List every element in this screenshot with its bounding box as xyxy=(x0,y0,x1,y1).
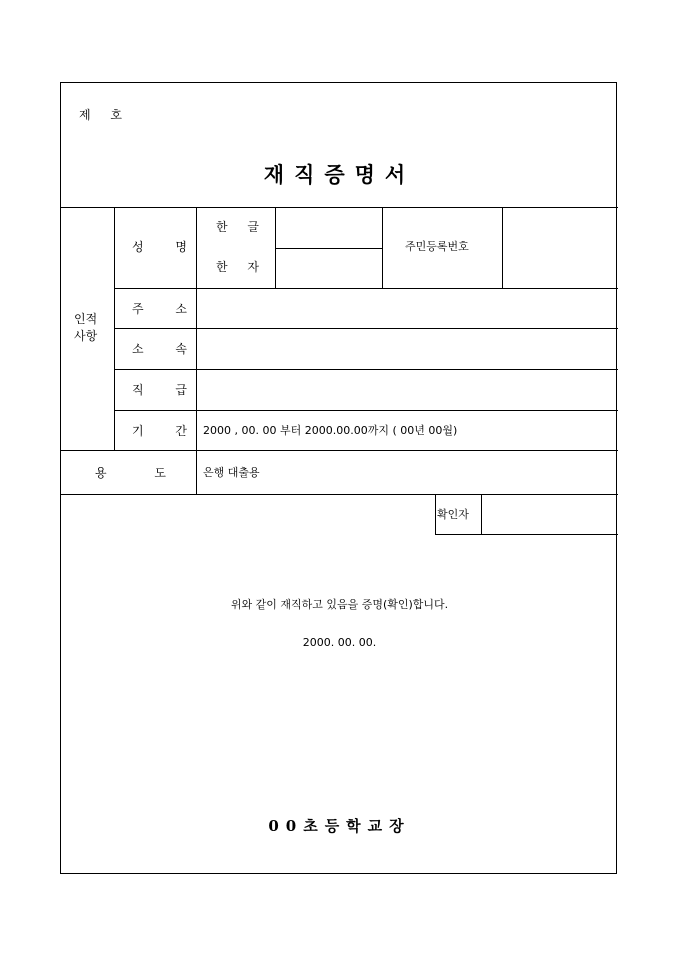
divider-purpose-row xyxy=(61,494,618,495)
rank-label: 직 급 xyxy=(132,383,201,397)
document-title: 재직증명서 xyxy=(263,162,416,187)
divider-subname-column xyxy=(275,207,276,288)
personal-section-label-2: 사항 xyxy=(74,329,98,343)
divider-header xyxy=(61,207,618,208)
affiliation-label: 소 속 xyxy=(132,342,201,356)
personal-section-label-1: 인적 xyxy=(74,312,98,326)
address-label: 주 소 xyxy=(132,302,201,316)
issue-date: 2000. 00. 00. xyxy=(302,636,377,649)
signer-name: 00초등학교장 xyxy=(268,817,411,835)
resident-number-label: 주민등록번호 xyxy=(405,240,469,253)
divider-confirm-label-left xyxy=(435,494,436,534)
divider-name-row xyxy=(114,288,618,289)
divider-period-row xyxy=(61,450,618,451)
period-value: 2000 , 00. 00 부터 2000.00.00까지 ( 00년 00월) xyxy=(203,424,458,437)
period-label: 기 간 xyxy=(132,424,201,438)
document-number-label: 제 호 xyxy=(79,108,130,122)
certificate-document xyxy=(60,82,617,874)
certification-statement: 위와 같이 재직하고 있음을 증명(확인)합니다. xyxy=(230,598,449,611)
divider-address-row xyxy=(114,328,618,329)
divider-affiliation-row xyxy=(114,369,618,370)
divider-resident-label-left xyxy=(382,207,383,288)
divider-rank-row xyxy=(114,410,618,411)
divider-section-column xyxy=(114,207,115,450)
purpose-value: 은행 대출용 xyxy=(203,466,260,479)
divider-confirm-box xyxy=(435,534,618,535)
hanja-label: 한 자 xyxy=(216,260,267,274)
confirm-label: 확인자 xyxy=(437,508,469,521)
purpose-label: 용 도 xyxy=(95,466,188,480)
divider-confirm-label-right xyxy=(481,494,482,534)
hangul-label: 한 글 xyxy=(216,220,267,234)
name-label: 성 명 xyxy=(132,240,201,254)
divider-resident-label-right xyxy=(502,207,503,288)
divider-hangul-hanja xyxy=(275,248,382,249)
